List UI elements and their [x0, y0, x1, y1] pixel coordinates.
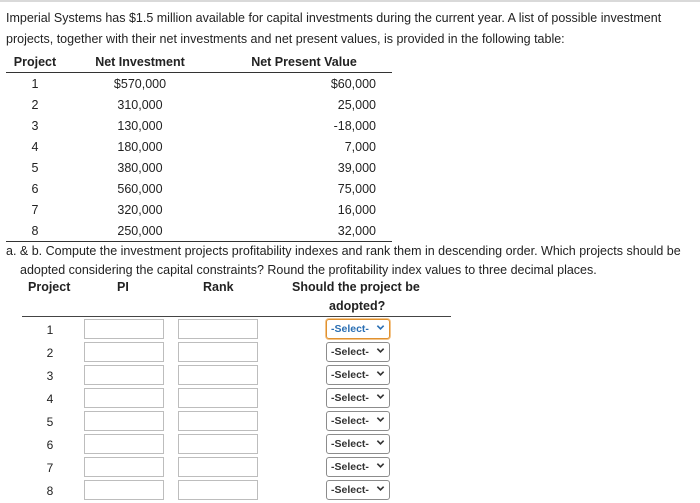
answer-project-number: 5 — [46, 415, 54, 429]
project-number: 2 — [31, 97, 39, 112]
adopt-select-value: -Select- — [331, 415, 369, 427]
pi-input[interactable] — [84, 434, 164, 454]
project-number: 3 — [31, 118, 39, 133]
adopt-select[interactable] — [326, 342, 390, 362]
rank-input[interactable] — [178, 434, 258, 454]
answer-project-number: 7 — [46, 461, 54, 475]
rank-input[interactable] — [178, 480, 258, 500]
adopt-select-value: -Select- — [331, 392, 369, 404]
question-line-1: a. & b. Compute the investment projects profitability indexes and rank them in descending order. Which projects should be — [6, 244, 681, 258]
answer-row — [0, 411, 700, 434]
pi-input[interactable] — [84, 457, 164, 477]
adopt-select-value: -Select- — [331, 346, 369, 358]
answer-row — [0, 365, 700, 388]
net-investment: 130,000 — [117, 118, 163, 133]
answer-project-number: 8 — [46, 484, 54, 498]
problem-intro: Imperial Systems has $1.5 million available for capital investments during the current year. A list of possible investment projects, together with their net investments and net present values, is provided in the following table: — [6, 11, 662, 46]
project-number: 5 — [31, 160, 39, 175]
chevron-down-icon — [376, 392, 385, 401]
answer-header-adopt-line2: adopted? — [329, 299, 386, 313]
answer-header-project: Project — [28, 280, 71, 294]
answer-project-number: 1 — [46, 323, 54, 337]
data-table-row — [6, 94, 392, 115]
net-investment: 380,000 — [117, 160, 163, 175]
data-table-row — [6, 220, 392, 242]
investment-data-table — [6, 52, 392, 242]
adopt-select-value: -Select- — [331, 438, 369, 450]
chevron-down-icon — [376, 323, 385, 332]
answer-project-number: 6 — [46, 438, 54, 452]
adopt-select[interactable] — [326, 434, 390, 454]
rank-input[interactable] — [178, 388, 258, 408]
rank-input[interactable] — [178, 342, 258, 362]
answer-header-rank: Rank — [203, 280, 234, 294]
header-net-present-value: Net Present Value — [216, 52, 392, 73]
project-number: 4 — [31, 139, 39, 154]
answer-row — [0, 434, 700, 457]
question-line-2: adopted considering the capital constraints? Round the profitability index values to three decimal places. — [20, 263, 597, 277]
net-investment: 560,000 — [117, 181, 163, 196]
net-investment: 180,000 — [117, 139, 163, 154]
data-table-row — [6, 73, 392, 95]
adopt-select[interactable] — [326, 457, 390, 477]
net-present-value: 7,000 — [344, 139, 376, 154]
answer-header-adopt: Should the project be — [292, 280, 420, 294]
net-present-value: 32,000 — [216, 220, 392, 242]
answer-project-number: 3 — [46, 369, 54, 383]
net-present-value: 25,000 — [337, 97, 376, 112]
data-table-row — [6, 136, 392, 157]
rank-input[interactable] — [178, 411, 258, 431]
top-divider — [0, 0, 700, 2]
chevron-down-icon — [376, 346, 385, 355]
answer-header-pi: PI — [117, 280, 129, 294]
adopt-select-value: -Select- — [331, 461, 369, 473]
project-number: 6 — [31, 181, 39, 196]
pi-input[interactable] — [84, 365, 164, 385]
data-table-row — [6, 178, 392, 199]
data-table-row — [6, 115, 392, 136]
adopt-select[interactable] — [326, 480, 390, 500]
answer-project-number: 2 — [46, 346, 54, 360]
answer-row — [0, 388, 700, 411]
adopt-select[interactable] — [326, 319, 390, 339]
rank-input[interactable] — [178, 365, 258, 385]
answer-project-number: 4 — [46, 392, 54, 406]
chevron-down-icon — [376, 415, 385, 424]
net-present-value: 16,000 — [337, 202, 376, 217]
pi-input[interactable] — [84, 480, 164, 500]
answer-row — [0, 457, 700, 480]
net-present-value: 39,000 — [337, 160, 376, 175]
net-investment: 250,000 — [64, 220, 216, 242]
project-number: 7 — [31, 202, 39, 217]
net-investment: $570,000 — [113, 76, 167, 91]
header-project: Project — [6, 52, 64, 73]
header-net-investment: Net Investment — [64, 52, 216, 73]
net-investment: 320,000 — [117, 202, 163, 217]
net-investment: 310,000 — [117, 97, 163, 112]
data-table-row — [6, 157, 392, 178]
answer-row — [0, 480, 700, 503]
chevron-down-icon — [376, 461, 385, 470]
net-present-value: $60,000 — [330, 76, 376, 91]
net-present-value: 75,000 — [337, 181, 376, 196]
pi-input[interactable] — [84, 342, 164, 362]
answer-row — [0, 319, 700, 342]
net-present-value: -18,000 — [333, 118, 376, 133]
pi-input[interactable] — [84, 388, 164, 408]
chevron-down-icon — [376, 438, 385, 447]
answer-header-divider — [22, 316, 451, 317]
adopt-select[interactable] — [326, 388, 390, 408]
rank-input[interactable] — [178, 319, 258, 339]
adopt-select-value: -Select- — [331, 323, 369, 335]
question-text — [6, 242, 698, 280]
project-number: 8 — [6, 220, 64, 242]
adopt-select-value: -Select- — [331, 369, 369, 381]
data-table-row — [6, 199, 392, 220]
adopt-select-value: -Select- — [331, 484, 369, 496]
data-table-header-row — [6, 52, 392, 73]
answer-row — [0, 342, 700, 365]
pi-input[interactable] — [84, 411, 164, 431]
adopt-select[interactable] — [326, 365, 390, 385]
adopt-select[interactable] — [326, 411, 390, 431]
pi-input[interactable] — [84, 319, 164, 339]
project-number: 1 — [31, 76, 39, 91]
chevron-down-icon — [376, 484, 385, 493]
rank-input[interactable] — [178, 457, 258, 477]
chevron-down-icon — [376, 369, 385, 378]
